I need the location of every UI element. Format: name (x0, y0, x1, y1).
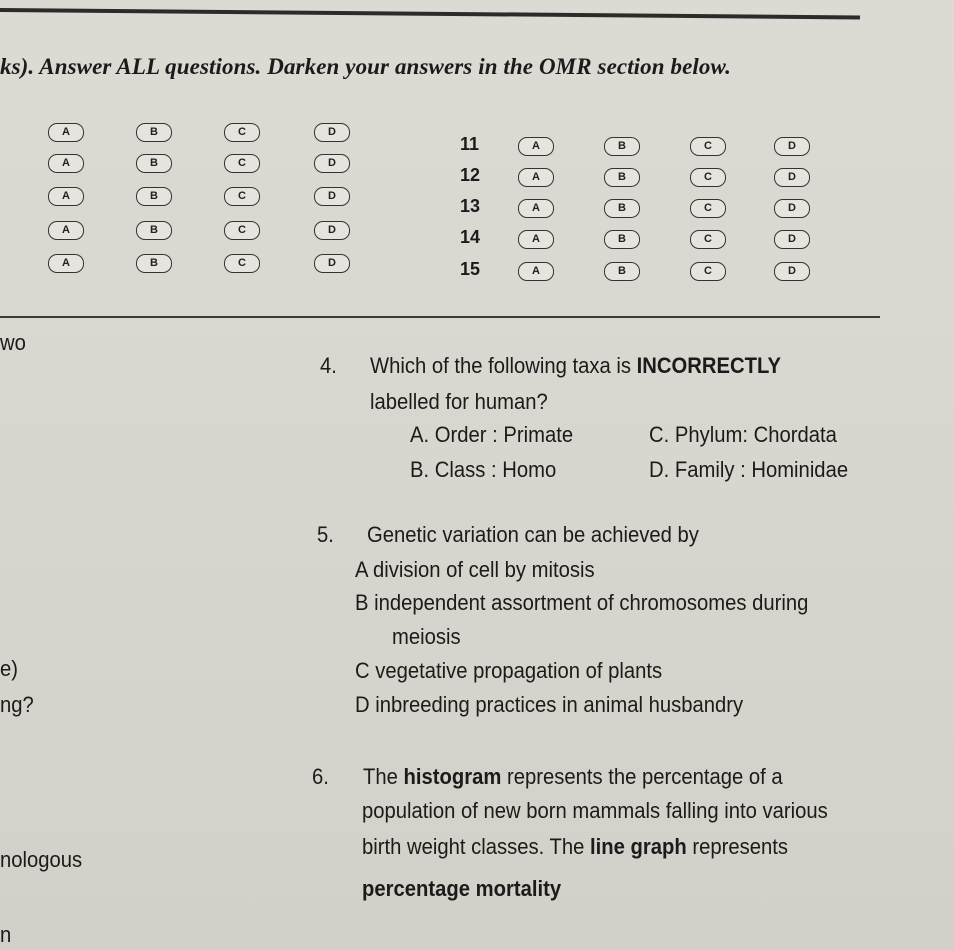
omr-bubble-left-row4-c[interactable]: C (224, 221, 260, 240)
q4-option-b: B. Class : Homo (410, 457, 557, 482)
omr-bubble-left-row4-b[interactable]: B (136, 221, 172, 240)
omr-bubble-left-row5-d[interactable]: D (314, 254, 350, 273)
omr-bubble-q15-a[interactable]: A (518, 262, 554, 281)
omr-bubble-q15-c[interactable]: C (690, 262, 726, 281)
omr-bubble-q11-a[interactable]: A (518, 137, 554, 156)
omr-bubble-q12-a[interactable]: A (518, 168, 554, 187)
left-fragment-5: n (0, 922, 12, 947)
omr-bubble-q11-d[interactable]: D (774, 137, 810, 156)
omr-bubble-q15-d[interactable]: D (774, 262, 810, 281)
omr-bubble-left-row1-c[interactable]: C (224, 123, 260, 142)
omr-bubble-q12-b[interactable]: B (604, 168, 640, 187)
omr-bubble-q13-d[interactable]: D (774, 199, 810, 218)
q5-stem: Genetic variation can be achieved by (367, 522, 699, 547)
omr-bubble-left-row1-d[interactable]: D (314, 123, 350, 142)
top-rule (0, 8, 860, 20)
q4-number: 4. (320, 353, 337, 378)
left-fragment-4: nologous (0, 847, 83, 872)
q5-option-a: A division of cell by mitosis (355, 557, 595, 582)
omr-bubble-q11-b[interactable]: B (604, 137, 640, 156)
omr-bubble-left-row5-a[interactable]: A (48, 254, 84, 273)
q4-option-a: A. Order : Primate (410, 422, 574, 447)
omr-bubble-q12-d[interactable]: D (774, 168, 810, 187)
q5-number: 5. (317, 522, 334, 547)
q5-option-d: D inbreeding practices in animal husbandry (355, 692, 744, 717)
omr-bubble-left-row1-a[interactable]: A (48, 123, 84, 142)
omr-question-number-15: 15 (460, 259, 481, 279)
omr-bubble-left-row1-b[interactable]: B (136, 123, 172, 142)
section-divider (0, 316, 880, 318)
omr-bubble-q13-b[interactable]: B (604, 199, 640, 218)
omr-bubble-q14-b[interactable]: B (604, 230, 640, 249)
omr-bubble-left-row3-a[interactable]: A (48, 187, 84, 206)
q6-number: 6. (312, 764, 329, 789)
instructions: ks). Answer ALL questions. Darken your answers in the OMR section below. (0, 54, 731, 79)
q6-line2: population of new born mammals falling into various (362, 798, 828, 823)
omr-bubble-left-row5-c[interactable]: C (224, 254, 260, 273)
omr-bubble-left-row4-d[interactable]: D (314, 221, 350, 240)
omr-bubble-left-row2-c[interactable]: C (224, 154, 260, 173)
omr-bubble-left-row2-b[interactable]: B (136, 154, 172, 173)
omr-bubble-q15-b[interactable]: B (604, 262, 640, 281)
q5-option-b-line2: meiosis (392, 624, 461, 649)
omr-bubble-left-row3-c[interactable]: C (224, 187, 260, 206)
omr-question-number-14: 14 (460, 227, 481, 247)
omr-question-number-12: 12 (460, 165, 481, 185)
q4-option-c: C. Phylum: Chordata (649, 422, 837, 447)
q5-option-c: C vegetative propagation of plants (355, 658, 663, 683)
omr-question-number-13: 13 (460, 196, 481, 216)
left-fragment-2: e) (0, 656, 18, 681)
left-fragment-1: wo (0, 330, 26, 355)
omr-bubble-q12-c[interactable]: C (690, 168, 726, 187)
omr-bubble-q14-a[interactable]: A (518, 230, 554, 249)
omr-bubble-q13-a[interactable]: A (518, 199, 554, 218)
q6-line4: percentage mortality (362, 876, 562, 901)
omr-bubble-q13-c[interactable]: C (690, 199, 726, 218)
q5-option-b-line1: B independent assortment of chromosomes during (355, 590, 809, 615)
omr-bubble-left-row3-d[interactable]: D (314, 187, 350, 206)
omr-bubble-q11-c[interactable]: C (690, 137, 726, 156)
omr-bubble-q14-d[interactable]: D (774, 230, 810, 249)
q4-stem-line2: labelled for human? (370, 389, 548, 414)
omr-bubble-left-row2-d[interactable]: D (314, 154, 350, 173)
omr-bubble-q14-c[interactable]: C (690, 230, 726, 249)
q4-stem-line1: Which of the following taxa is INCORRECTLY (370, 353, 781, 378)
omr-bubble-left-row3-b[interactable]: B (136, 187, 172, 206)
omr-bubble-left-row4-a[interactable]: A (48, 221, 84, 240)
omr-question-number-11: 11 (460, 134, 480, 154)
q6-line3: birth weight classes. The line graph represents (362, 834, 788, 859)
q6-line1: The histogram represents the percentage of a (363, 764, 783, 789)
left-fragment-3: ng? (0, 692, 34, 717)
omr-bubble-left-row5-b[interactable]: B (136, 254, 172, 273)
q4-option-d: D. Family : Hominidae (649, 457, 849, 482)
omr-bubble-left-row2-a[interactable]: A (48, 154, 84, 173)
